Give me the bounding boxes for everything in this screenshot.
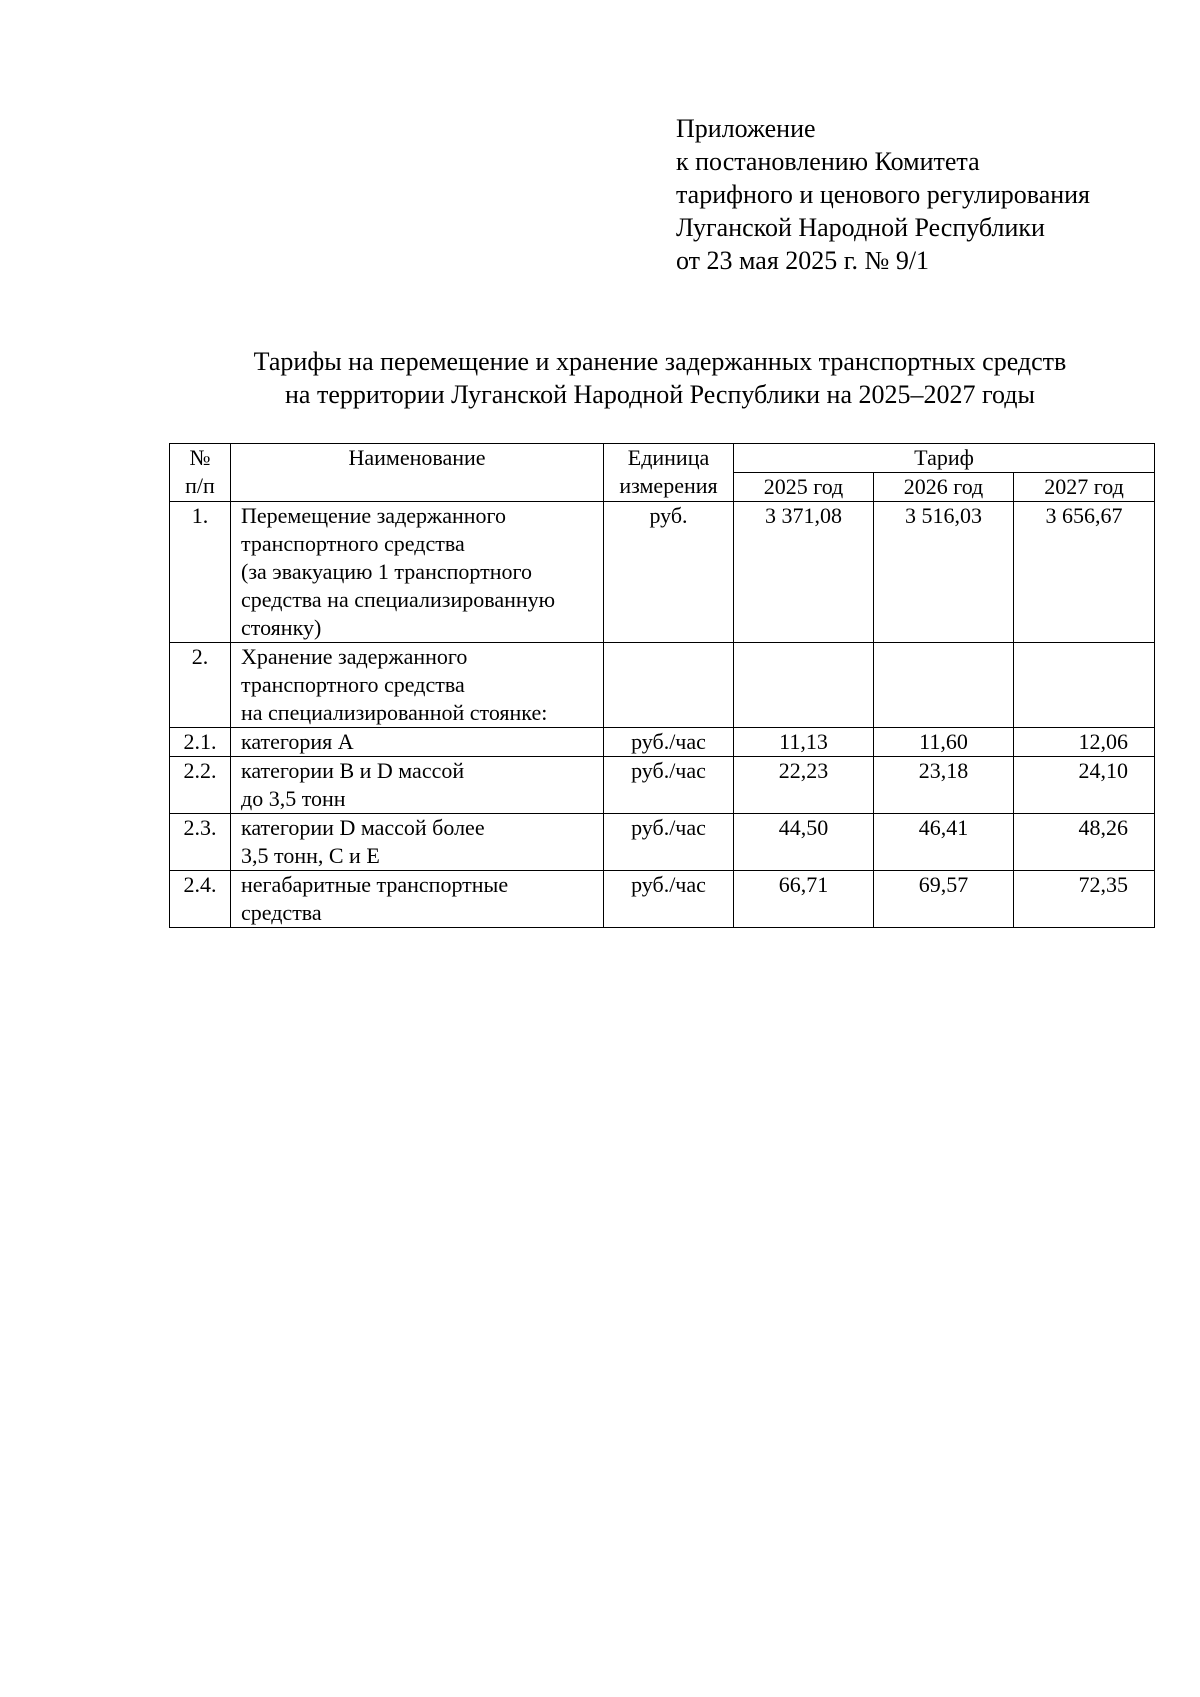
table-row (170, 502, 1155, 643)
appendix-line: тарифного и ценового регулирования (676, 180, 1091, 209)
appendix-block (676, 112, 1090, 277)
row-value-2025: 44,50 (734, 814, 874, 871)
row-value-2026: 46,41 (874, 814, 1014, 871)
row-unit: руб./час (604, 757, 734, 814)
row-number: 2.2. (170, 757, 231, 814)
row-value-2026: 69,57 (874, 871, 1014, 928)
header-year-2027: 2027 год (1014, 473, 1155, 502)
title-line: на территории Луганской Народной Республики на 2025–2027 годы (285, 380, 1035, 409)
row-number: 2.1. (170, 728, 231, 757)
table-row (170, 814, 1155, 871)
table-row (170, 728, 1155, 757)
row-value-2025: 11,13 (734, 728, 874, 757)
appendix-line: Приложение (676, 114, 816, 143)
row-name: категория А (231, 728, 604, 757)
row-number: 2.4. (170, 871, 231, 928)
header-year-2026: 2026 год (874, 473, 1014, 502)
table-body (170, 502, 1155, 928)
row-value-2027: 72,35 (1014, 871, 1155, 928)
appendix-line: Луганской Народной Республики (676, 213, 1045, 242)
tariff-table (169, 443, 1155, 928)
row-name: Перемещение задержанного транспортного средства (за эвакуацию 1 транспортного средства на специализированную стоянку) (231, 502, 604, 643)
row-value-2025: 22,23 (734, 757, 874, 814)
table-header-row (170, 444, 1155, 473)
appendix-line: от 23 мая 2025 г. № 9/1 (676, 246, 930, 275)
row-value-2026 (874, 643, 1014, 728)
row-value-2025: 66,71 (734, 871, 874, 928)
row-value-2025 (734, 643, 874, 728)
title-line: Тарифы на перемещение и хранение задержанных транспортных средств (253, 347, 1067, 376)
row-value-2026: 3 516,03 (874, 502, 1014, 643)
row-name: категории B и D массой до 3,5 тонн (231, 757, 604, 814)
row-unit: руб. (604, 502, 734, 643)
row-value-2027: 12,06 (1014, 728, 1155, 757)
row-unit: руб./час (604, 728, 734, 757)
row-unit: руб./час (604, 871, 734, 928)
row-number: 1. (170, 502, 231, 643)
row-value-2027: 48,26 (1014, 814, 1155, 871)
row-value-2025: 3 371,08 (734, 502, 874, 643)
header-number: № п/п (170, 444, 231, 502)
header-name: Наименование (231, 444, 604, 502)
row-unit: руб./час (604, 814, 734, 871)
document-title (120, 345, 1200, 411)
row-value-2026: 11,60 (874, 728, 1014, 757)
row-name: Хранение задержанного транспортного средства на специализированной стоянке: (231, 643, 604, 728)
row-unit (604, 643, 734, 728)
table-row (170, 871, 1155, 928)
row-value-2027: 3 656,67 (1014, 502, 1155, 643)
row-value-2027: 24,10 (1014, 757, 1155, 814)
header-tariff: Тариф (734, 444, 1155, 473)
row-number: 2. (170, 643, 231, 728)
row-name: негабаритные транспортные средства (231, 871, 604, 928)
header-year-2025: 2025 год (734, 473, 874, 502)
row-number: 2.3. (170, 814, 231, 871)
appendix-line: к постановлению Комитета (676, 147, 980, 176)
row-value-2027 (1014, 643, 1155, 728)
table-row (170, 643, 1155, 728)
table-row (170, 757, 1155, 814)
header-unit: Единица измерения (604, 444, 734, 502)
row-value-2026: 23,18 (874, 757, 1014, 814)
row-name: категории D массой более 3,5 тонн, С и Е (231, 814, 604, 871)
